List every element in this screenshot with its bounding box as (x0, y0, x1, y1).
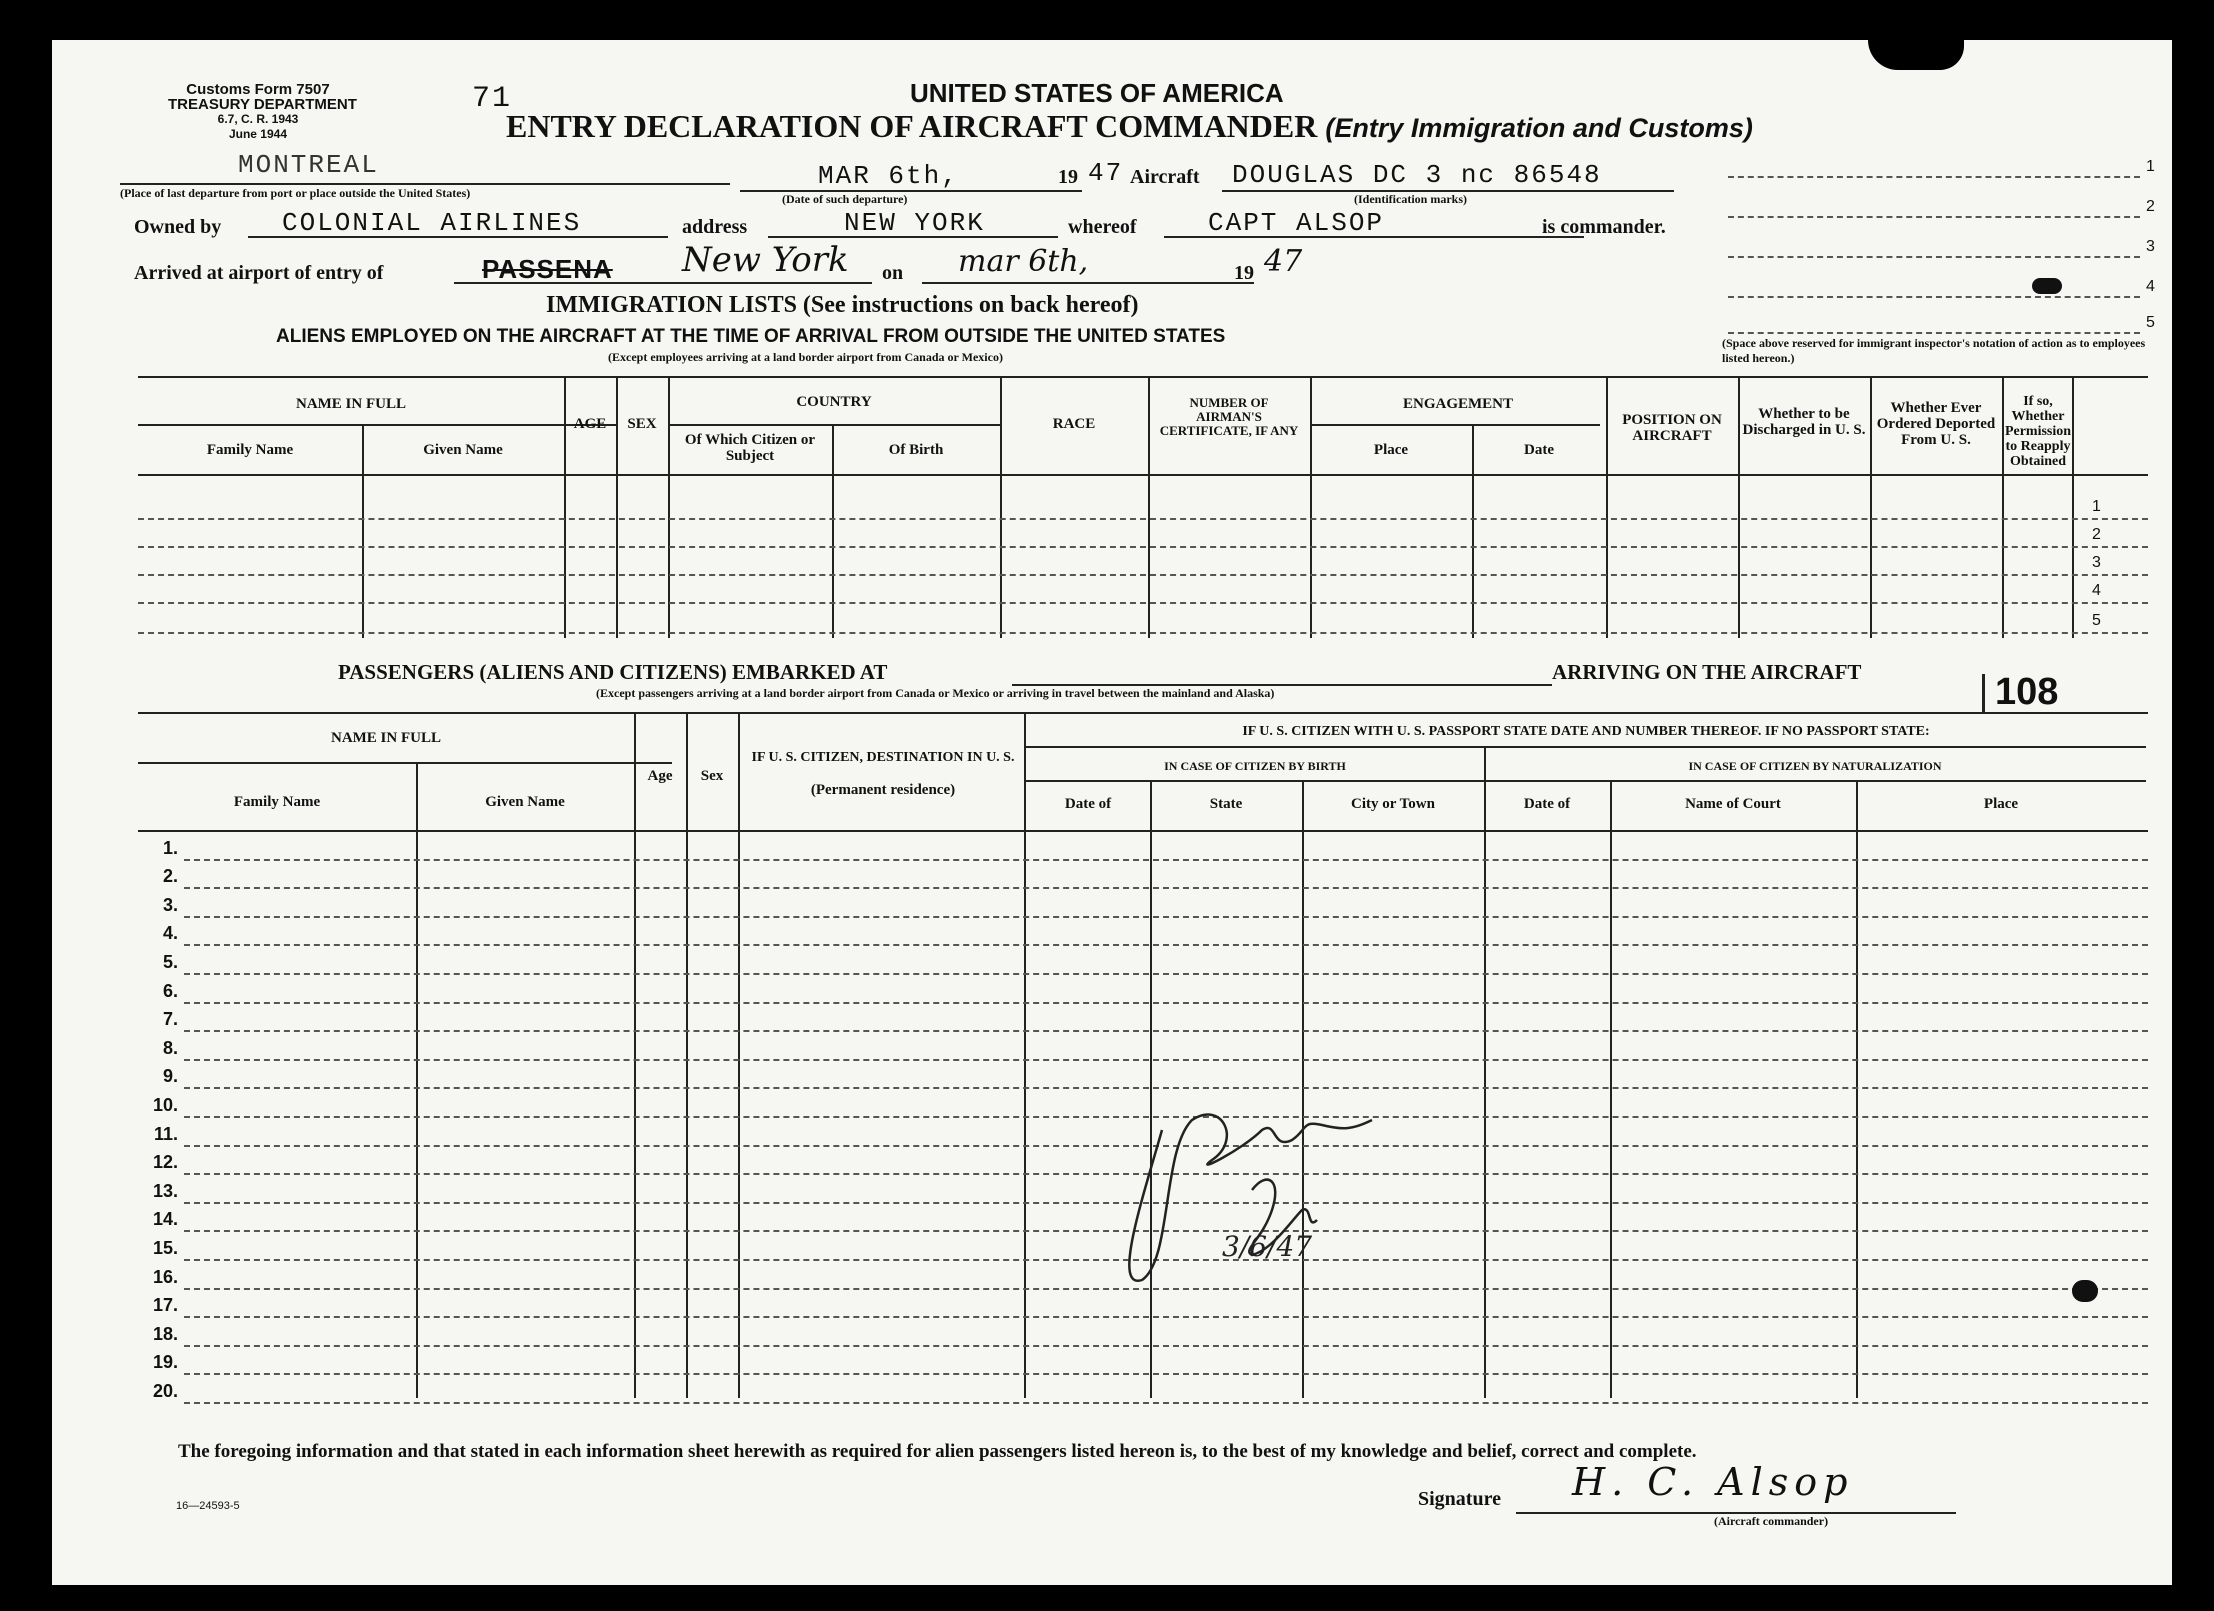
arrival-airport-line (454, 282, 872, 284)
passenger-row-number: 3. (162, 895, 178, 915)
passenger-col-rule (1024, 712, 1026, 1398)
passenger-row-number: 2. (162, 866, 178, 886)
crew-subheader-line (670, 424, 1000, 426)
crew-birth-header: Of Birth (888, 442, 944, 458)
inspector-line-number: 5 (2146, 314, 2155, 331)
passenger-by-birth-header: IN CASE OF CITIZEN BY BIRTH (1164, 759, 1346, 773)
passenger-col-rule (1484, 746, 1486, 1398)
commander-value: CAPT ALSOP (1208, 208, 1385, 238)
passenger-destination-header: IF U. S. CITIZEN, DESTINATION IN U. S. (751, 750, 1015, 765)
crew-row-line (138, 518, 2148, 520)
passenger-col-rule (634, 712, 636, 1398)
crew-row-line (138, 632, 2148, 634)
passenger-given-header: Given Name (485, 794, 565, 810)
passenger-row-line (184, 887, 2148, 889)
passenger-court-header: Name of Court (1685, 796, 1781, 812)
crew-header-bottom (138, 474, 2148, 476)
crew-row-line (138, 602, 2148, 604)
crew-subheader-line (138, 424, 618, 426)
aircraft-caption: (Identification marks) (1354, 192, 1467, 206)
passenger-row-line (184, 1030, 2148, 1032)
inspector-line (1728, 176, 2140, 178)
commander-label: is commander. (1542, 216, 1666, 238)
print-code: 16—24593-5 (176, 1500, 240, 1512)
inspector-line (1728, 216, 2140, 218)
owned-by-line (248, 236, 668, 238)
crew-table-top (138, 376, 2148, 378)
passenger-row-number: 8. (162, 1038, 178, 1058)
departure-place-caption: (Place of last departure from port or place outside the United States) (120, 186, 471, 200)
passenger-name-header: NAME IN FULL (330, 730, 441, 746)
passenger-col-rule (738, 712, 740, 1398)
passenger-row-number: 1. (162, 838, 178, 858)
cfr: 6.7, C. R. 1943 (217, 112, 299, 126)
crew-col-rule (1738, 376, 1740, 638)
passenger-row-number: 11. (153, 1124, 178, 1144)
crew-race-header: RACE (1052, 416, 1096, 432)
owned-by-value: COLONIAL AIRLINES (282, 208, 582, 238)
passenger-date-of-2-header: Date of (1523, 796, 1571, 812)
inspector-line-number: 1 (2146, 158, 2155, 175)
inspector-line-number: 4 (2146, 278, 2155, 295)
departure-date: MAR 6th, (818, 161, 959, 191)
arrival-struck-text: PASSENA (482, 254, 613, 284)
passenger-row-number: 19. (152, 1352, 178, 1372)
crew-subheader-line (1310, 424, 1600, 426)
passenger-row-line (184, 973, 2148, 975)
crew-col-rule (1148, 376, 1150, 638)
passenger-row-line (184, 1402, 2148, 1404)
passenger-row-line (184, 1002, 2148, 1004)
inspector-line (1728, 332, 2140, 334)
passenger-city-header: City or Town (1351, 796, 1435, 812)
passenger-row-number: 12. (152, 1152, 178, 1172)
passenger-date-of-header: Date of (1064, 796, 1112, 812)
departure-date-caption: (Date of such departure) (782, 192, 908, 206)
passengers-title-right: ARRIVING ON THE AIRCRAFT (1552, 660, 1862, 684)
arrival-date-line (922, 282, 1254, 284)
ink-blot (2032, 278, 2062, 294)
immigration-note: (Except employees arriving at a land border airport from Canada or Mexico) (608, 350, 1003, 364)
passenger-subheader-line (1026, 746, 2146, 748)
form-id-block (168, 81, 357, 142)
signature-label: Signature (1418, 1488, 1501, 1510)
passenger-row-number: 20. (152, 1381, 178, 1401)
inspector-date: 3/6/47 (1222, 1230, 1313, 1263)
passengers-title-left: PASSENGERS (ALIENS AND CITIZENS) EMBARKED AT (338, 660, 888, 684)
address-value: NEW YORK (844, 208, 985, 238)
crew-engagement-header: ENGAGEMENT (1402, 396, 1513, 412)
passenger-sex-header: Sex (700, 768, 724, 784)
passenger-row-number: 13. (152, 1181, 178, 1201)
crew-sex-header: SEX (627, 416, 657, 432)
passenger-row-line (184, 859, 2148, 861)
arrival-date: mar 6th, (958, 244, 1089, 279)
commander-signature: H. C. Alsop (1572, 1460, 1854, 1504)
crew-col-rule (2072, 376, 2074, 638)
passenger-age-header: Age (647, 768, 673, 784)
crew-eng-date-header: Date (1524, 442, 1554, 458)
crew-col-rule (1606, 376, 1608, 638)
crew-col-rule (1310, 376, 1312, 638)
commander-line (1164, 236, 1584, 238)
crew-discharged-header: Whether to be Discharged in U. S. (1742, 406, 1866, 438)
inspector-signature (1102, 1060, 1382, 1320)
passenger-row-number: 18. (152, 1324, 178, 1344)
arrival-label: Arrived at airport of entry of (134, 262, 384, 284)
passenger-row-number: 9. (162, 1066, 178, 1086)
inspector-note: (Space above reserved for immigrant inspector's notation of action as to employees listed hereon.) (1722, 336, 2146, 365)
immigration-title: IMMIGRATION LISTS (See instructions on back hereof) (546, 292, 1139, 318)
declaration-text: The foregoing information and that stated in each information sheet herewith as required for alien passengers listed hereon is, to the best of my knowledge and belief, correct and complete. (178, 1441, 1697, 1462)
crew-row-number: 4 (2092, 582, 2101, 599)
aircraft-label: Aircraft (1130, 166, 1200, 188)
crew-deported-header: Whether Ever Ordered Deported From U. S. (1876, 400, 1996, 448)
page-mark: 71 (472, 82, 513, 116)
inspector-signature-drawing (1102, 1060, 1382, 1320)
passenger-state-header: State (1209, 796, 1243, 812)
inspector-line (1728, 256, 2140, 258)
crew-row-line (138, 546, 2148, 548)
passenger-row-number: 15. (152, 1238, 178, 1258)
passenger-row-number: 17. (152, 1295, 178, 1315)
owned-by-label: Owned by (134, 216, 222, 238)
crew-row-number: 2 (2092, 526, 2101, 543)
passenger-row-line (184, 1345, 2148, 1347)
passenger-col-rule (1610, 780, 1612, 1398)
inspector-line-number: 2 (2146, 198, 2155, 215)
crew-row-number: 5 (2092, 612, 2101, 629)
crew-cert-header: NUMBER OF AIRMAN'S CERTIFICATE, IF ANY (1159, 395, 1299, 438)
passengers-note: (Except passengers arriving at a land border airport from Canada or Mexico or arriving in travel between the mainland and Alaska) (596, 686, 1275, 700)
passenger-col-rule (416, 762, 418, 1398)
date-issued: June 1944 (228, 127, 288, 141)
country: UNITED STATES OF AMERICA (910, 78, 1284, 108)
crew-col-rule (1870, 376, 1872, 638)
arrival-year-prefix: 19 (1234, 262, 1254, 284)
form-number: Customs Form 7507 (186, 81, 330, 98)
passenger-row-number: 4. (162, 923, 178, 943)
passenger-table-top (138, 712, 2148, 714)
passenger-row-line (184, 1373, 2148, 1375)
department: TREASURY DEPARTMENT (168, 96, 357, 113)
inspector-line (1728, 296, 2140, 298)
inspector-line-number: 3 (2146, 238, 2155, 255)
immigration-subtitle: ALIENS EMPLOYED ON THE AIRCRAFT AT THE TIME OF ARRIVAL FROM OUTSIDE THE UNITED STATES (276, 326, 1226, 347)
form-title (506, 108, 1753, 145)
crew-eng-place-header: Place (1373, 442, 1409, 458)
passenger-col-rule (1856, 780, 1858, 1398)
passenger-row-line (184, 944, 2148, 946)
form-sheet (52, 40, 2172, 1585)
address-label: address (682, 216, 748, 238)
crew-age-header: AGE (573, 416, 607, 432)
departure-year-suffix: 47 (1088, 158, 1124, 188)
passenger-row-number: 5. (162, 952, 178, 972)
passenger-row-number: 6. (162, 981, 178, 1001)
passenger-subheader-line (138, 762, 672, 764)
passenger-row-number: 16. (152, 1267, 178, 1287)
crew-row-number: 1 (2092, 498, 2101, 515)
passenger-passport-header: IF U. S. CITIZEN WITH U. S. PASSPORT STATE DATE AND NUMBER THEREOF. IF NO PASSPORT STATE: (1242, 724, 1930, 739)
passenger-row-line (184, 916, 2148, 918)
torn-edge (1868, 40, 1964, 70)
crew-row-line (138, 574, 2148, 576)
aircraft-id: DOUGLAS DC 3 nc 86548 (1232, 160, 1602, 190)
passenger-place-header: Place (1983, 796, 2019, 812)
crew-col-rule (668, 376, 670, 638)
passenger-col-rule (686, 712, 688, 1398)
title-main: ENTRY DECLARATION OF AIRCRAFT COMMANDER (506, 108, 1318, 144)
passenger-row-number: 14. (152, 1209, 178, 1229)
crew-row-number: 3 (2092, 554, 2101, 571)
crew-citizen-header: Of Which Citizen or Subject (684, 432, 816, 464)
whereof-label: whereof (1068, 216, 1137, 238)
address-line (768, 236, 1058, 238)
passenger-row-number: 10. (152, 1095, 178, 1115)
passenger-naturalization-header: IN CASE OF CITIZEN BY NATURALIZATION (1688, 759, 1942, 773)
arrival-airport: New York (682, 240, 849, 280)
departure-place-line (120, 183, 730, 185)
ink-blot (2072, 1280, 2098, 1302)
crew-permission-header: If so, Whether Permission to Reapply Obtained (2004, 394, 2072, 469)
passenger-family-header: Family Name (233, 794, 321, 810)
arrival-year-suffix: 47 (1264, 244, 1303, 279)
passenger-destination-sub: (Permanent residence) (810, 782, 956, 798)
passenger-subheader-line (1026, 780, 2146, 782)
arrival-on-label: on (882, 262, 904, 284)
passenger-row-number: 7. (162, 1009, 178, 1029)
crew-given-header: Given Name (423, 442, 503, 458)
crew-position-header: POSITION ON AIRCRAFT (1622, 412, 1722, 444)
signature-caption: (Aircraft commander) (1714, 1514, 1829, 1528)
crew-family-header: Family Name (206, 442, 294, 458)
departure-year-prefix: 19 (1058, 166, 1078, 188)
crew-name-header: NAME IN FULL (295, 396, 406, 412)
title-suffix: (Entry Immigration and Customs) (1325, 113, 1753, 143)
passenger-header-bottom (138, 830, 2148, 832)
departure-place: MONTREAL (238, 150, 379, 180)
crew-country-header: COUNTRY (796, 394, 872, 410)
passenger-count: 108 (1982, 674, 2058, 712)
